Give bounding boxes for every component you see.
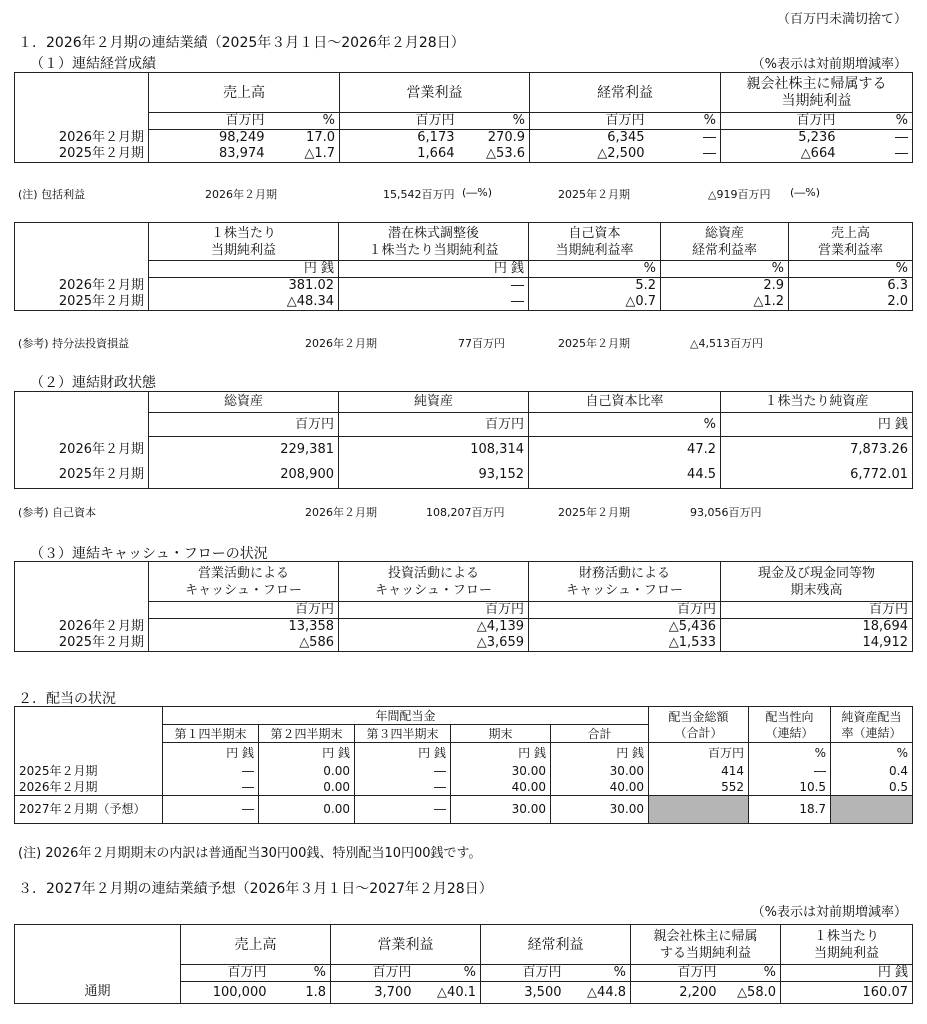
forecast-row xyxy=(15,795,913,823)
section1-sub1: （１）連結経営成績 xyxy=(30,56,156,72)
section3-title: ３．2027年２月期の連結業績予想（2026年３月１日～2027年２月28日） xyxy=(18,881,493,897)
cell: △0.7 xyxy=(529,294,661,311)
table-row xyxy=(15,763,913,779)
header-ordinary-income: 経常利益 xyxy=(530,73,721,113)
cell: 44.5 xyxy=(529,463,721,489)
header-q3: 第３四半期末 xyxy=(355,725,451,743)
cell: 3,500 xyxy=(481,982,566,1004)
gray-cell xyxy=(649,795,749,823)
header-ordinary-income: 経常利益 xyxy=(481,925,631,965)
cell: ― xyxy=(163,763,259,779)
cell: 13,358 xyxy=(149,619,339,636)
cell: △4,139 xyxy=(339,619,529,636)
note-period: 2026年２月期 xyxy=(305,506,377,519)
section1-title: １．2026年２月期の連結業績（2025年３月１日～2026年２月28日） xyxy=(18,35,465,51)
unit: 百万円 xyxy=(149,602,339,619)
unit: 百万円 xyxy=(340,113,459,130)
cell: ― xyxy=(339,278,529,295)
unit: % xyxy=(459,113,530,130)
note-value: △4,513百万円 xyxy=(690,337,763,350)
cell: △1.7 xyxy=(269,146,340,163)
unit: 円 銭 xyxy=(163,743,259,763)
unit: 円 銭 xyxy=(355,743,451,763)
note-period: 2026年２月期 xyxy=(305,337,377,350)
unit: % xyxy=(566,965,631,982)
cell: ― xyxy=(339,294,529,311)
cell: 0.4 xyxy=(831,763,913,779)
header-operating-income: 営業利益 xyxy=(340,73,530,113)
section2-title: ２．配当の状況 xyxy=(18,691,116,707)
row-label: 通期 xyxy=(15,982,181,1004)
note-value: △919百万円 xyxy=(708,188,771,201)
cell: 208,900 xyxy=(149,463,339,489)
header-equity-ratio: 自己資本比率 xyxy=(529,392,721,413)
table-row xyxy=(15,130,913,147)
header-sales: 売上高 xyxy=(181,925,331,965)
pct-note-1: （%表示は対前期増減率） xyxy=(751,57,907,72)
row-label: 2026年２月期 xyxy=(15,278,149,295)
gray-cell xyxy=(831,795,913,823)
unit: 円 銭 xyxy=(451,743,551,763)
cell: 30.00 xyxy=(551,795,649,823)
header-eps: １株当たり 当期純利益 xyxy=(149,223,339,261)
pct-note-3: （%表示は対前期増減率） xyxy=(751,905,907,920)
section1-sub2: （２）連結財政状態 xyxy=(30,375,156,391)
cell: △664 xyxy=(721,146,840,163)
header-sales: 売上高 xyxy=(149,73,340,113)
cell: 6,345 xyxy=(530,130,649,147)
table-row xyxy=(15,278,913,295)
cell: 2.9 xyxy=(661,278,789,295)
note-pct: (―%) xyxy=(790,186,821,199)
note-value: 108,207百万円 xyxy=(426,506,505,519)
unit: 円 銭 xyxy=(721,413,913,437)
cell: △1,533 xyxy=(529,635,721,652)
per-share-table xyxy=(14,222,913,311)
unit: % xyxy=(831,743,913,763)
unit: 百万円 xyxy=(631,965,721,982)
row-label: 2025年２月期 xyxy=(15,294,149,311)
cell: △48.34 xyxy=(149,294,339,311)
cell: ― xyxy=(355,795,451,823)
table-row xyxy=(15,982,913,1004)
cell: ― xyxy=(649,146,721,163)
table-row xyxy=(15,437,913,463)
cell: 108,314 xyxy=(339,437,529,463)
cell: 381.02 xyxy=(149,278,339,295)
header-investing-cf: 投資活動による キャッシュ・フロー xyxy=(339,562,529,602)
note-value: 77百万円 xyxy=(458,337,505,350)
cell: 30.00 xyxy=(551,763,649,779)
header-total-dividend: 配当金総額 （合計） xyxy=(649,707,749,743)
unit: 百万円 xyxy=(721,602,913,619)
cell: 30.00 xyxy=(451,763,551,779)
cell: △1.2 xyxy=(661,294,789,311)
cell: 98,249 xyxy=(149,130,269,147)
cell: ― xyxy=(163,779,259,796)
cell: 100,000 xyxy=(181,982,271,1004)
unit: 百万円 xyxy=(339,602,529,619)
header-financing-cf: 財務活動による キャッシュ・フロー xyxy=(529,562,721,602)
note-value: 15,542百万円 xyxy=(383,188,455,201)
cell: 0.00 xyxy=(259,779,355,796)
cell: 5.2 xyxy=(529,278,661,295)
unit: 百万円 xyxy=(649,743,749,763)
unit: % xyxy=(649,113,721,130)
unit: 円 銭 xyxy=(149,261,339,278)
table-row xyxy=(15,294,913,311)
cell: 6,772.01 xyxy=(721,463,913,489)
unit: 百万円 xyxy=(149,113,269,130)
header-year-end: 期末 xyxy=(451,725,551,743)
header-margin: 売上高 営業利益率 xyxy=(789,223,913,261)
cell: 0.00 xyxy=(259,763,355,779)
cell: 160.07 xyxy=(781,982,913,1004)
header-net-assets: 純資産 xyxy=(339,392,529,413)
unit: % xyxy=(416,965,481,982)
unit: % xyxy=(269,113,340,130)
cell: 93,152 xyxy=(339,463,529,489)
header-payout-ratio: 配当性向 （連結） xyxy=(749,707,831,743)
unit: 百万円 xyxy=(530,113,649,130)
dividends-table xyxy=(14,706,913,824)
header-bps: １株当たり純資産 xyxy=(721,392,913,413)
cell: 7,873.26 xyxy=(721,437,913,463)
unit: 円 銭 xyxy=(259,743,355,763)
header-roe: 自己資本 当期純利益率 xyxy=(529,223,661,261)
cell: ― xyxy=(355,779,451,796)
unit: 百万円 xyxy=(181,965,271,982)
header-net-income: 親会社株主に帰属する 当期純利益 xyxy=(721,73,913,113)
cell: 552 xyxy=(649,779,749,796)
note-period: 2025年２月期 xyxy=(558,188,630,201)
header-dividend-on-equity: 純資産配当 率（連結） xyxy=(831,707,913,743)
cell: 6,173 xyxy=(340,130,459,147)
unit: 円 銭 xyxy=(339,261,529,278)
row-label: 2027年２月期（予想） xyxy=(15,795,163,823)
cell: ― xyxy=(649,130,721,147)
cell: 0.5 xyxy=(831,779,913,796)
cell: 2.0 xyxy=(789,294,913,311)
cell: 229,381 xyxy=(149,437,339,463)
cell: 270.9 xyxy=(459,130,530,147)
header-net-income: 親会社株主に帰属 する当期純利益 xyxy=(631,925,781,965)
unit: % xyxy=(749,743,831,763)
row-label: 2025年２月期 xyxy=(15,146,149,163)
note-period: 2026年２月期 xyxy=(205,188,277,201)
header-total: 合計 xyxy=(551,725,649,743)
cell: 1.8 xyxy=(271,982,331,1004)
section1-sub3: （３）連結キャッシュ・フローの状況 xyxy=(30,546,268,562)
unit: % xyxy=(271,965,331,982)
cell: 10.5 xyxy=(749,779,831,796)
table-row xyxy=(15,146,913,163)
cell: 414 xyxy=(649,763,749,779)
header-cash-balance: 現金及び現金同等物 期末残高 xyxy=(721,562,913,602)
cell: 0.00 xyxy=(259,795,355,823)
unit: 円 銭 xyxy=(781,965,913,982)
cell: 40.00 xyxy=(451,779,551,796)
unit-note: （百万円未満切捨て） xyxy=(776,12,907,27)
cell: 3,700 xyxy=(331,982,416,1004)
note-period: 2025年２月期 xyxy=(558,506,630,519)
cell: 47.2 xyxy=(529,437,721,463)
forecast-table xyxy=(14,924,913,1004)
note-period: 2025年２月期 xyxy=(558,337,630,350)
header-annual-dividend: 年間配当金 xyxy=(163,707,649,725)
cell: ― xyxy=(163,795,259,823)
cell: △44.8 xyxy=(566,982,631,1004)
row-label: 2026年２月期 xyxy=(15,619,149,636)
note-comprehensive-income: (注) 包括利益 xyxy=(18,188,86,201)
table-row xyxy=(15,635,913,652)
unit: 百万円 xyxy=(481,965,566,982)
cell: △3,659 xyxy=(339,635,529,652)
cell: 5,236 xyxy=(721,130,840,147)
cell: 17.0 xyxy=(269,130,340,147)
cell: ― xyxy=(840,146,913,163)
unit: 円 銭 xyxy=(551,743,649,763)
cell: 6.3 xyxy=(789,278,913,295)
cell: △40.1 xyxy=(416,982,481,1004)
cell: ― xyxy=(355,763,451,779)
unit: 百万円 xyxy=(721,113,840,130)
dividend-note: (注) 2026年２月期期末の内訳は普通配当30円00銭、特別配当10円00銭です。 xyxy=(18,846,482,861)
header-roa: 総資産 経常利益率 xyxy=(661,223,789,261)
cell: 40.00 xyxy=(551,779,649,796)
unit: % xyxy=(840,113,913,130)
header-operating-cf: 営業活動による キャッシュ・フロー xyxy=(149,562,339,602)
cell: △5,436 xyxy=(529,619,721,636)
cell: 18.7 xyxy=(749,795,831,823)
unit: % xyxy=(721,965,781,982)
table-row xyxy=(15,779,913,796)
unit: % xyxy=(789,261,913,278)
header-q1: 第１四半期末 xyxy=(163,725,259,743)
cash-flow-table xyxy=(14,561,913,652)
row-label: 2026年２月期 xyxy=(15,130,149,147)
cell: 1,664 xyxy=(340,146,459,163)
cell: ― xyxy=(749,763,831,779)
cell: ― xyxy=(840,130,913,147)
row-label: 2025年２月期 xyxy=(15,763,163,779)
header-total-assets: 総資産 xyxy=(149,392,339,413)
cell: △2,500 xyxy=(530,146,649,163)
note-pct: (―%) xyxy=(462,186,493,199)
header-operating-income: 営業利益 xyxy=(331,925,481,965)
cell: 30.00 xyxy=(451,795,551,823)
unit: 百万円 xyxy=(339,413,529,437)
note-value: 93,056百万円 xyxy=(690,506,762,519)
row-label: 2026年２月期 xyxy=(15,437,149,463)
row-label: 2025年２月期 xyxy=(15,635,149,652)
header-q2: 第２四半期末 xyxy=(259,725,355,743)
unit: % xyxy=(529,413,721,437)
row-label: 2026年２月期 xyxy=(15,779,163,796)
cell: △53.6 xyxy=(459,146,530,163)
unit: 百万円 xyxy=(529,602,721,619)
unit: 百万円 xyxy=(149,413,339,437)
cell: 14,912 xyxy=(721,635,913,652)
unit: % xyxy=(529,261,661,278)
table-row xyxy=(15,463,913,489)
note-equity: (参考) 自己資本 xyxy=(18,506,97,519)
unit: 百万円 xyxy=(331,965,416,982)
row-label: 2025年２月期 xyxy=(15,463,149,489)
header-eps: １株当たり 当期純利益 xyxy=(781,925,913,965)
cell: 83,974 xyxy=(149,146,269,163)
unit: % xyxy=(661,261,789,278)
header-diluted-eps: 潜在株式調整後 １株当たり当期純利益 xyxy=(339,223,529,261)
table-row xyxy=(15,619,913,636)
cell: △586 xyxy=(149,635,339,652)
cell: 18,694 xyxy=(721,619,913,636)
cell: 2,200 xyxy=(631,982,721,1004)
note-equity-method: (参考) 持分法投資損益 xyxy=(18,337,130,350)
financial-position-table xyxy=(14,391,913,489)
operating-results-table xyxy=(14,72,913,163)
cell: △58.0 xyxy=(721,982,781,1004)
